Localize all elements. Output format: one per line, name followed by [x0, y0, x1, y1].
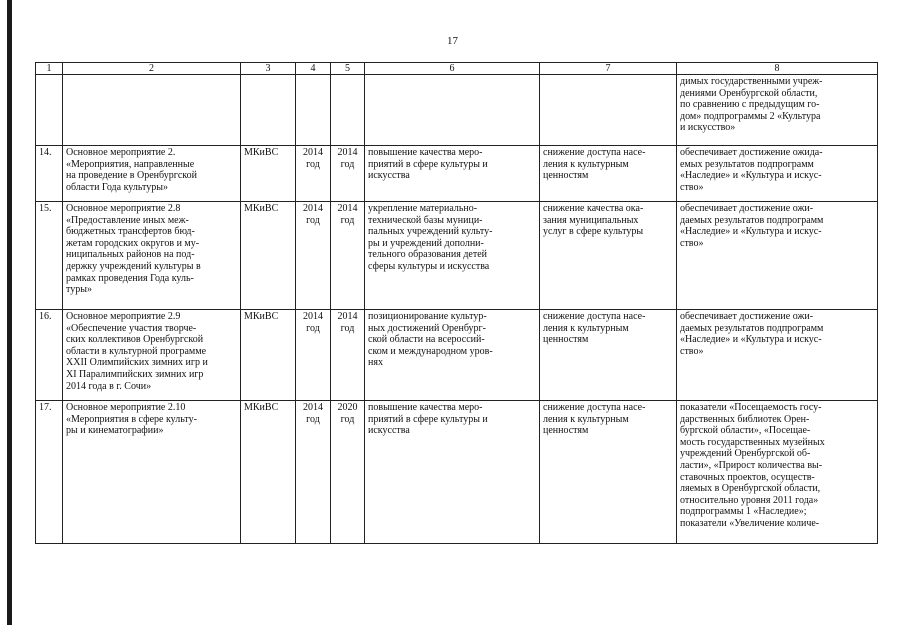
cell-row-number: 14.	[36, 146, 63, 202]
col-header-5: 5	[331, 63, 365, 75]
cell-expected-result: повышение качества меро- приятий в сфере культуры и искусства	[365, 146, 540, 202]
cell-indicator-link: показатели «Посещаемость госу- дарственных библиотек Орен- бургской области», «Посещае- мость государственных музейных учреждений Оренбургской об- ласти», «Прирост количества вы- ставочных проектов, осуществ- ляемых в Оренбургской области, относительно уровня 2011 года» подпрограммы 1 «Наследие»; показатели «Увеличение количе-	[677, 401, 878, 544]
cell-start-year: 2014 год	[296, 310, 331, 401]
cell-empty	[296, 75, 331, 146]
cell-row-number: 15.	[36, 202, 63, 310]
cell-measure-name: Основное мероприятие 2. «Мероприятия, направленные на проведение в Оренбургской области Года культуры»	[63, 146, 241, 202]
cell-row-number: 16.	[36, 310, 63, 401]
col-header-4: 4	[296, 63, 331, 75]
cell-consequence: снижение доступа насе- ления к культурным ценностям	[540, 401, 677, 544]
cell-indicator-link: обеспечивает достижение ожи- даемых результатов подпрограмм «Наследие» и «Культура и искус- ство»	[677, 310, 878, 401]
table-row	[36, 202, 878, 310]
cell-measure-name: Основное мероприятие 2.10 «Мероприятия в сфере культу- ры и кинематографии»	[63, 401, 241, 544]
table-row-continuation	[36, 75, 878, 146]
cell-empty	[36, 75, 63, 146]
cell-start-year: 2014 год	[296, 401, 331, 544]
cell-executor: МКиВС	[241, 146, 296, 202]
cell-indicator-link: обеспечивает достижение ожи- даемых результатов подпрограмм «Наследие» и «Культура и искус- ство»	[677, 202, 878, 310]
page-number: 17	[447, 35, 458, 47]
col-header-3: 3	[241, 63, 296, 75]
cell-end-year: 2014 год	[331, 146, 365, 202]
col-header-8: 8	[677, 63, 878, 75]
cell-end-year: 2020 год	[331, 401, 365, 544]
cell-executor: МКиВС	[241, 401, 296, 544]
col-header-6: 6	[365, 63, 540, 75]
col-header-7: 7	[540, 63, 677, 75]
table-row	[36, 401, 878, 544]
cell-executor: МКиВС	[241, 202, 296, 310]
measures-table	[35, 62, 878, 544]
cell-consequence: снижение качества ока- зания муниципальных услуг в сфере культуры	[540, 202, 677, 310]
scan-edge	[7, 0, 12, 625]
cell-end-year: 2014 год	[331, 310, 365, 401]
cell-indicator-link: обеспечивает достижение ожида- емых результатов подпрограмм «Наследие» и «Культура и искус- ство»	[677, 146, 878, 202]
cell-consequence: снижение доступа насе- ления к культурным ценностям	[540, 310, 677, 401]
col-header-2: 2	[63, 63, 241, 75]
cell-executor: МКиВС	[241, 310, 296, 401]
cell-expected-result: позиционирование культур- ных достижений Оренбург- ской области на всероссий- ском и международном уров- нях	[365, 310, 540, 401]
cell-empty	[540, 75, 677, 146]
cell-measure-name: Основное мероприятие 2.8 «Предоставление иных меж- бюджетных трансфертов бюд- жетам городских округов и му- ниципальных районов на под- держку учреждений культуры в рамках проведения Года куль- туры»	[63, 202, 241, 310]
cell-empty	[63, 75, 241, 146]
col-header-1: 1	[36, 63, 63, 75]
cell-continuation-link: димых государственными учреж- дениями Оренбургской области, по сравнению с предыдущим го- дом» подпрограммы 2 «Культура и искусство»	[677, 75, 878, 146]
cell-row-number: 17.	[36, 401, 63, 544]
cell-end-year: 2014 год	[331, 202, 365, 310]
cell-start-year: 2014 год	[296, 202, 331, 310]
cell-start-year: 2014 год	[296, 146, 331, 202]
column-number-header-row	[36, 63, 878, 75]
cell-measure-name: Основное мероприятие 2.9 «Обеспечение участия творче- ских коллективов Оренбургской области в культурной программе XXII Олимпийских зимних игр и XI Паралимпийских зимних игр 2014 года в г. Сочи»	[63, 310, 241, 401]
table-row	[36, 146, 878, 202]
cell-empty	[331, 75, 365, 146]
table-row	[36, 310, 878, 401]
cell-consequence: снижение доступа насе- ления к культурным ценностям	[540, 146, 677, 202]
cell-expected-result: повышение качества меро- приятий в сфере культуры и искусства	[365, 401, 540, 544]
cell-empty	[241, 75, 296, 146]
cell-expected-result: укрепление материально- технической базы муници- пальных учреждений культу- ры и учреждений дополни- тельного образования детей сферы культуры и искусства	[365, 202, 540, 310]
cell-empty	[365, 75, 540, 146]
